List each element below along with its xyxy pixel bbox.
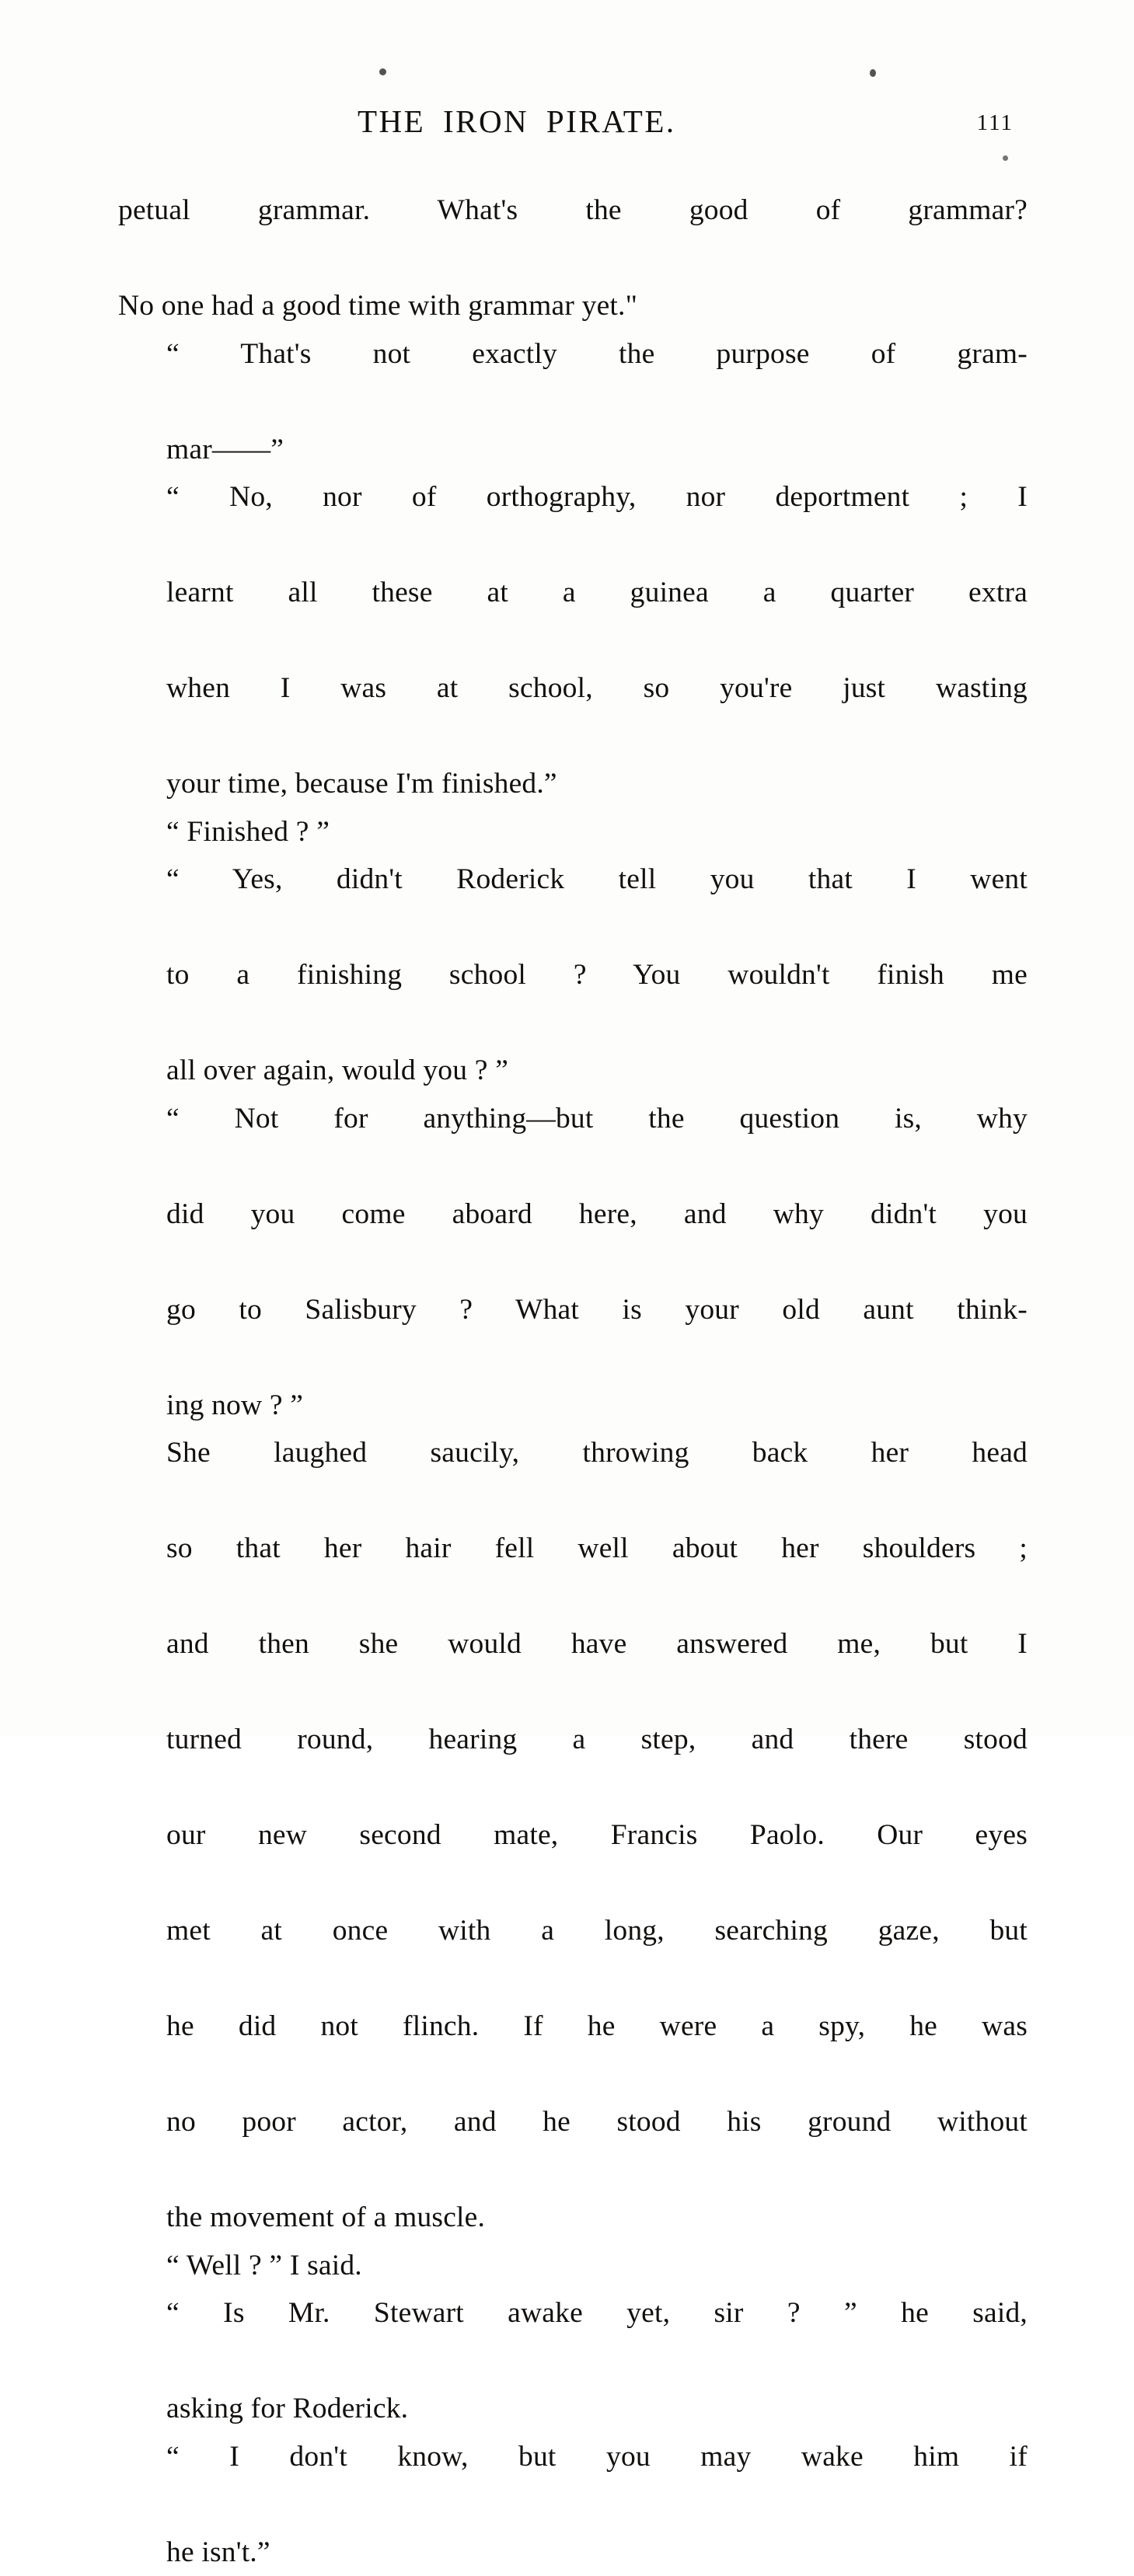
text-line: No one had a good time with grammar yet." [118,282,1028,330]
text-line: “ Yes, didn't Roderick tell you that I went [118,856,1028,951]
text-line: “ No, nor of orthography, nor deportment ; I [118,473,1028,569]
text-line: did you come aboard here, and why didn't you [118,1190,1028,1286]
text-line: met at once with a long, searching gaze, but [118,1907,1028,2003]
paragraph [118,2433,1028,2576]
scan-speck-under-folio [1003,155,1008,161]
paragraph [118,2289,1028,2433]
scan-speck-right [870,69,876,77]
running-title: THE IRON PIRATE. [358,103,676,140]
text-line: he did not flinch. If he were a spy, he was [118,2003,1028,2098]
text-line: no poor actor, and he stood his ground without [118,2098,1028,2194]
text-line: “ I don't know, but you may wake him if [118,2433,1028,2529]
text-line: the movement of a muscle. [118,2194,1028,2242]
text-line: She laughed saucily, throwing back her head [118,1429,1028,1525]
text-line: and then she would have answered me, but I [118,1620,1028,1716]
text-line: your time, because I'm finished.” [118,760,1028,808]
text-line: learnt all these at a guinea a quarter extra [118,569,1028,664]
text-line: turned round, hearing a step, and there stood [118,1716,1028,1811]
paragraph [118,186,1028,330]
text-line: “ Well ? ” I said. [118,2242,1028,2290]
paragraph [118,473,1028,808]
text-line: petual grammar. What's the good of grammar? [118,186,1028,282]
page-header [117,103,1034,149]
text-line: go to Salisbury ? What is your old aunt think- [118,1286,1028,1382]
text-line: when I was at school, so you're just wasting [118,664,1028,760]
paragraph [118,330,1028,474]
page-number: 111 [977,110,1014,136]
paragraph [118,1429,1028,2242]
text-line: so that her hair fell well about her shoulders ; [118,1525,1028,1620]
text-line: all over again, would you ? ” [118,1047,1028,1095]
text-line: to a finishing school ? You wouldn't finish me [118,951,1028,1047]
text-line: ing now ? ” [118,1382,1028,1430]
paragraph [118,1095,1028,1430]
paragraph [118,2242,1028,2290]
page-body [118,186,1028,2576]
text-line: mar——” [118,426,1028,474]
paragraph [118,808,1028,856]
scan-speck-left [379,68,386,75]
paragraph [118,856,1028,1095]
text-line: he isn't.” [118,2529,1028,2576]
text-line: “ Is Mr. Stewart awake yet, sir ? ” he said, [118,2289,1028,2385]
text-line: “ That's not exactly the purpose of gram- [118,330,1028,426]
text-line: “ Not for anything—but the question is, why [118,1095,1028,1190]
text-line: our new second mate, Francis Paolo. Our eyes [118,1811,1028,1907]
text-line: asking for Roderick. [118,2385,1028,2433]
text-line: “ Finished ? ” [118,808,1028,856]
